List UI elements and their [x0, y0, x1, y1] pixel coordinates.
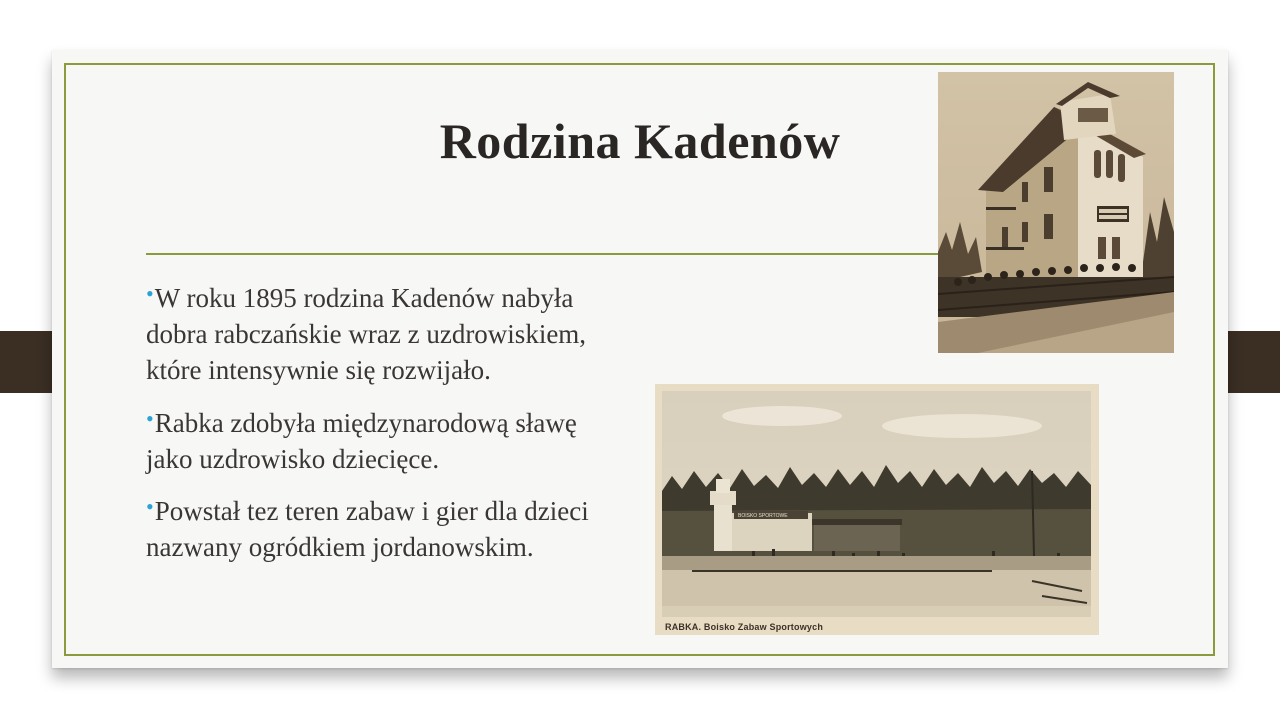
bullet-icon: •: [146, 281, 154, 306]
bullet-list: [146, 276, 616, 578]
bullet-icon: •: [146, 494, 154, 519]
title-divider: [146, 253, 938, 255]
bullet-item: [146, 401, 616, 477]
playground-photo: [655, 384, 1099, 635]
slide-title: Rodzina Kadenów: [439, 113, 841, 169]
bullet-icon: •: [146, 406, 154, 431]
playground-image: [662, 391, 1091, 617]
bullet-text: Powstał tez teren zabaw i gier dla dzieci nazwany ogródkiem jordanowskim.: [146, 496, 589, 562]
bullet-text: Rabka zdobyła międzynarodową sławę jako uzdrowisko dziecięce.: [146, 408, 577, 474]
villa-illustration: [938, 72, 1174, 353]
playground-illustration: [662, 391, 1091, 617]
bullet-item: [146, 489, 616, 565]
villa-photo: [938, 72, 1174, 353]
playground-caption: RABKA. Boisko Zabaw Sportowych: [665, 622, 824, 632]
bullet-item: [146, 276, 616, 388]
bullet-text: W roku 1895 rodzina Kadenów nabyła dobra rabczańskie wraz z uzdrowiskiem, które intensywnie się rozwijało.: [146, 283, 587, 385]
pavilion-sign: BOISKO SPORTOWE: [738, 513, 788, 519]
